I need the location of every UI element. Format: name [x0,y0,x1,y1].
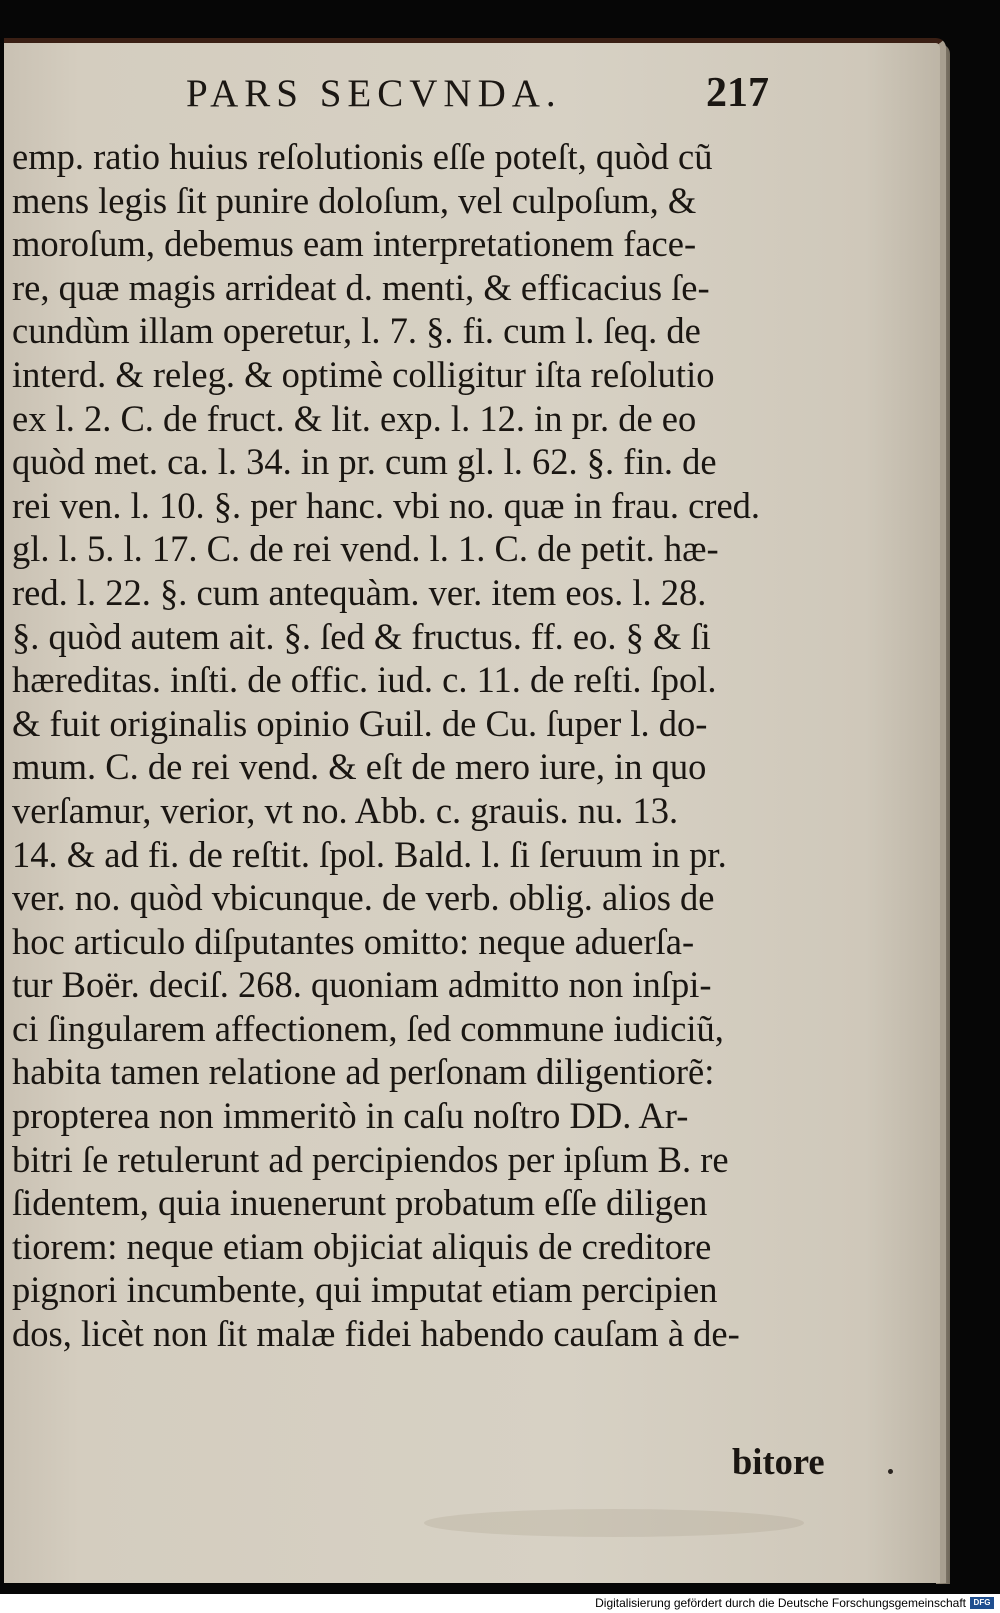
text-line: emp. ratio huius reſolutionis eſſe poteſt, quòd cũ [12,136,713,177]
running-head: PARS SECVNDA. [186,72,562,115]
text-line: ver. no. quòd vbicunque. de verb. oblig. alios de [12,877,715,919]
text-line: gl. l. 5. l. 17. C. de rei vend. l. 1. C. de petit. hæ- [12,528,719,570]
text-line: tiorem: neque etiam objiciat aliquis de creditore [12,1225,712,1267]
paper-stain [424,1509,804,1537]
book-page [4,38,946,1583]
text-line: & fuit originalis opinio Guil. de Cu. ſuper l. do- [12,702,708,744]
text-line: tur Boër. deciſ. 268. quoniam admitto non inſpi- [12,964,712,1006]
text-line: rei ven. l. 10. §. per hanc. vbi no. quæ in frau. cred. [12,484,761,526]
body-text [12,135,812,1356]
text-line: ex l. 2. C. de fruct. & lit. exp. l. 12. in pr. de eo [12,397,697,439]
text-line: propterea non immeritò in caſu noſtro DD. Ar- [12,1095,689,1137]
text-line: re, quæ magis arrideat d. menti, & efficacius ſe- [12,266,710,308]
text-line: bitri ſe retulerunt ad percipiendos per ipſum B. re [12,1138,729,1180]
text-line: hoc articulo diſputantes omitto: neque aduerſa- [12,920,695,962]
text-line: quòd met. ca. l. 34. in pr. cum gl. l. 62. §. fin. de [12,441,717,483]
text-line: mum. C. de rei vend. & eſt de mero iure, in quo [12,746,707,788]
text-line: verſamur, verior, vt no. Abb. c. grauis. nu. 13. [12,789,679,831]
text-line: red. l. 22. §. cum antequàm. ver. item eos. l. 28. [12,571,707,613]
dfg-logo-icon: DFG [970,1597,994,1609]
text-line: habita tamen relatione ad perſonam diligentiorẽ: [12,1051,715,1093]
text-line: ſidentem, quia inuenerunt probatum eſſe diligen [12,1182,708,1224]
text-line: interd. & releg. & optimè colligitur iſta reſolutio [12,353,715,395]
catchword: bitore [732,1441,825,1482]
ink-dot [888,1469,893,1474]
text-line: mens legis ſit punire doloſum, vel culpoſum, & [12,179,697,221]
text-line: pignori incumbente, qui imputat etiam percipien [12,1269,718,1311]
text-line: §. quòd autem ait. §. ſed & fructus. ff. eo. § & ſi [12,615,711,657]
footer-credit: Digitalisierung gefördert durch die Deutsche Forschungsgemeinschaft [595,1596,966,1610]
text-line: ci ſingularem affectionem, ſed commune iudiciũ, [12,1007,724,1049]
page-header [4,43,946,143]
digitization-footer [0,1594,1000,1613]
text-line: 14. & ad fi. de reſtit. ſpol. Bald. l. ſi ſeruum in pr. [12,833,727,875]
page-number: 217 [706,70,769,116]
text-line: hæreditas. inſti. de offic. iud. c. 11. de reſti. ſpol. [12,659,717,701]
text-line: cundùm illam operetur, l. 7. §. fi. cum l. ſeq. de [12,310,701,352]
text-line: moroſum, debemus eam interpretationem face- [12,223,697,265]
text-line: dos, licèt non ſit malæ fidei habendo cauſam à de- [12,1313,740,1355]
